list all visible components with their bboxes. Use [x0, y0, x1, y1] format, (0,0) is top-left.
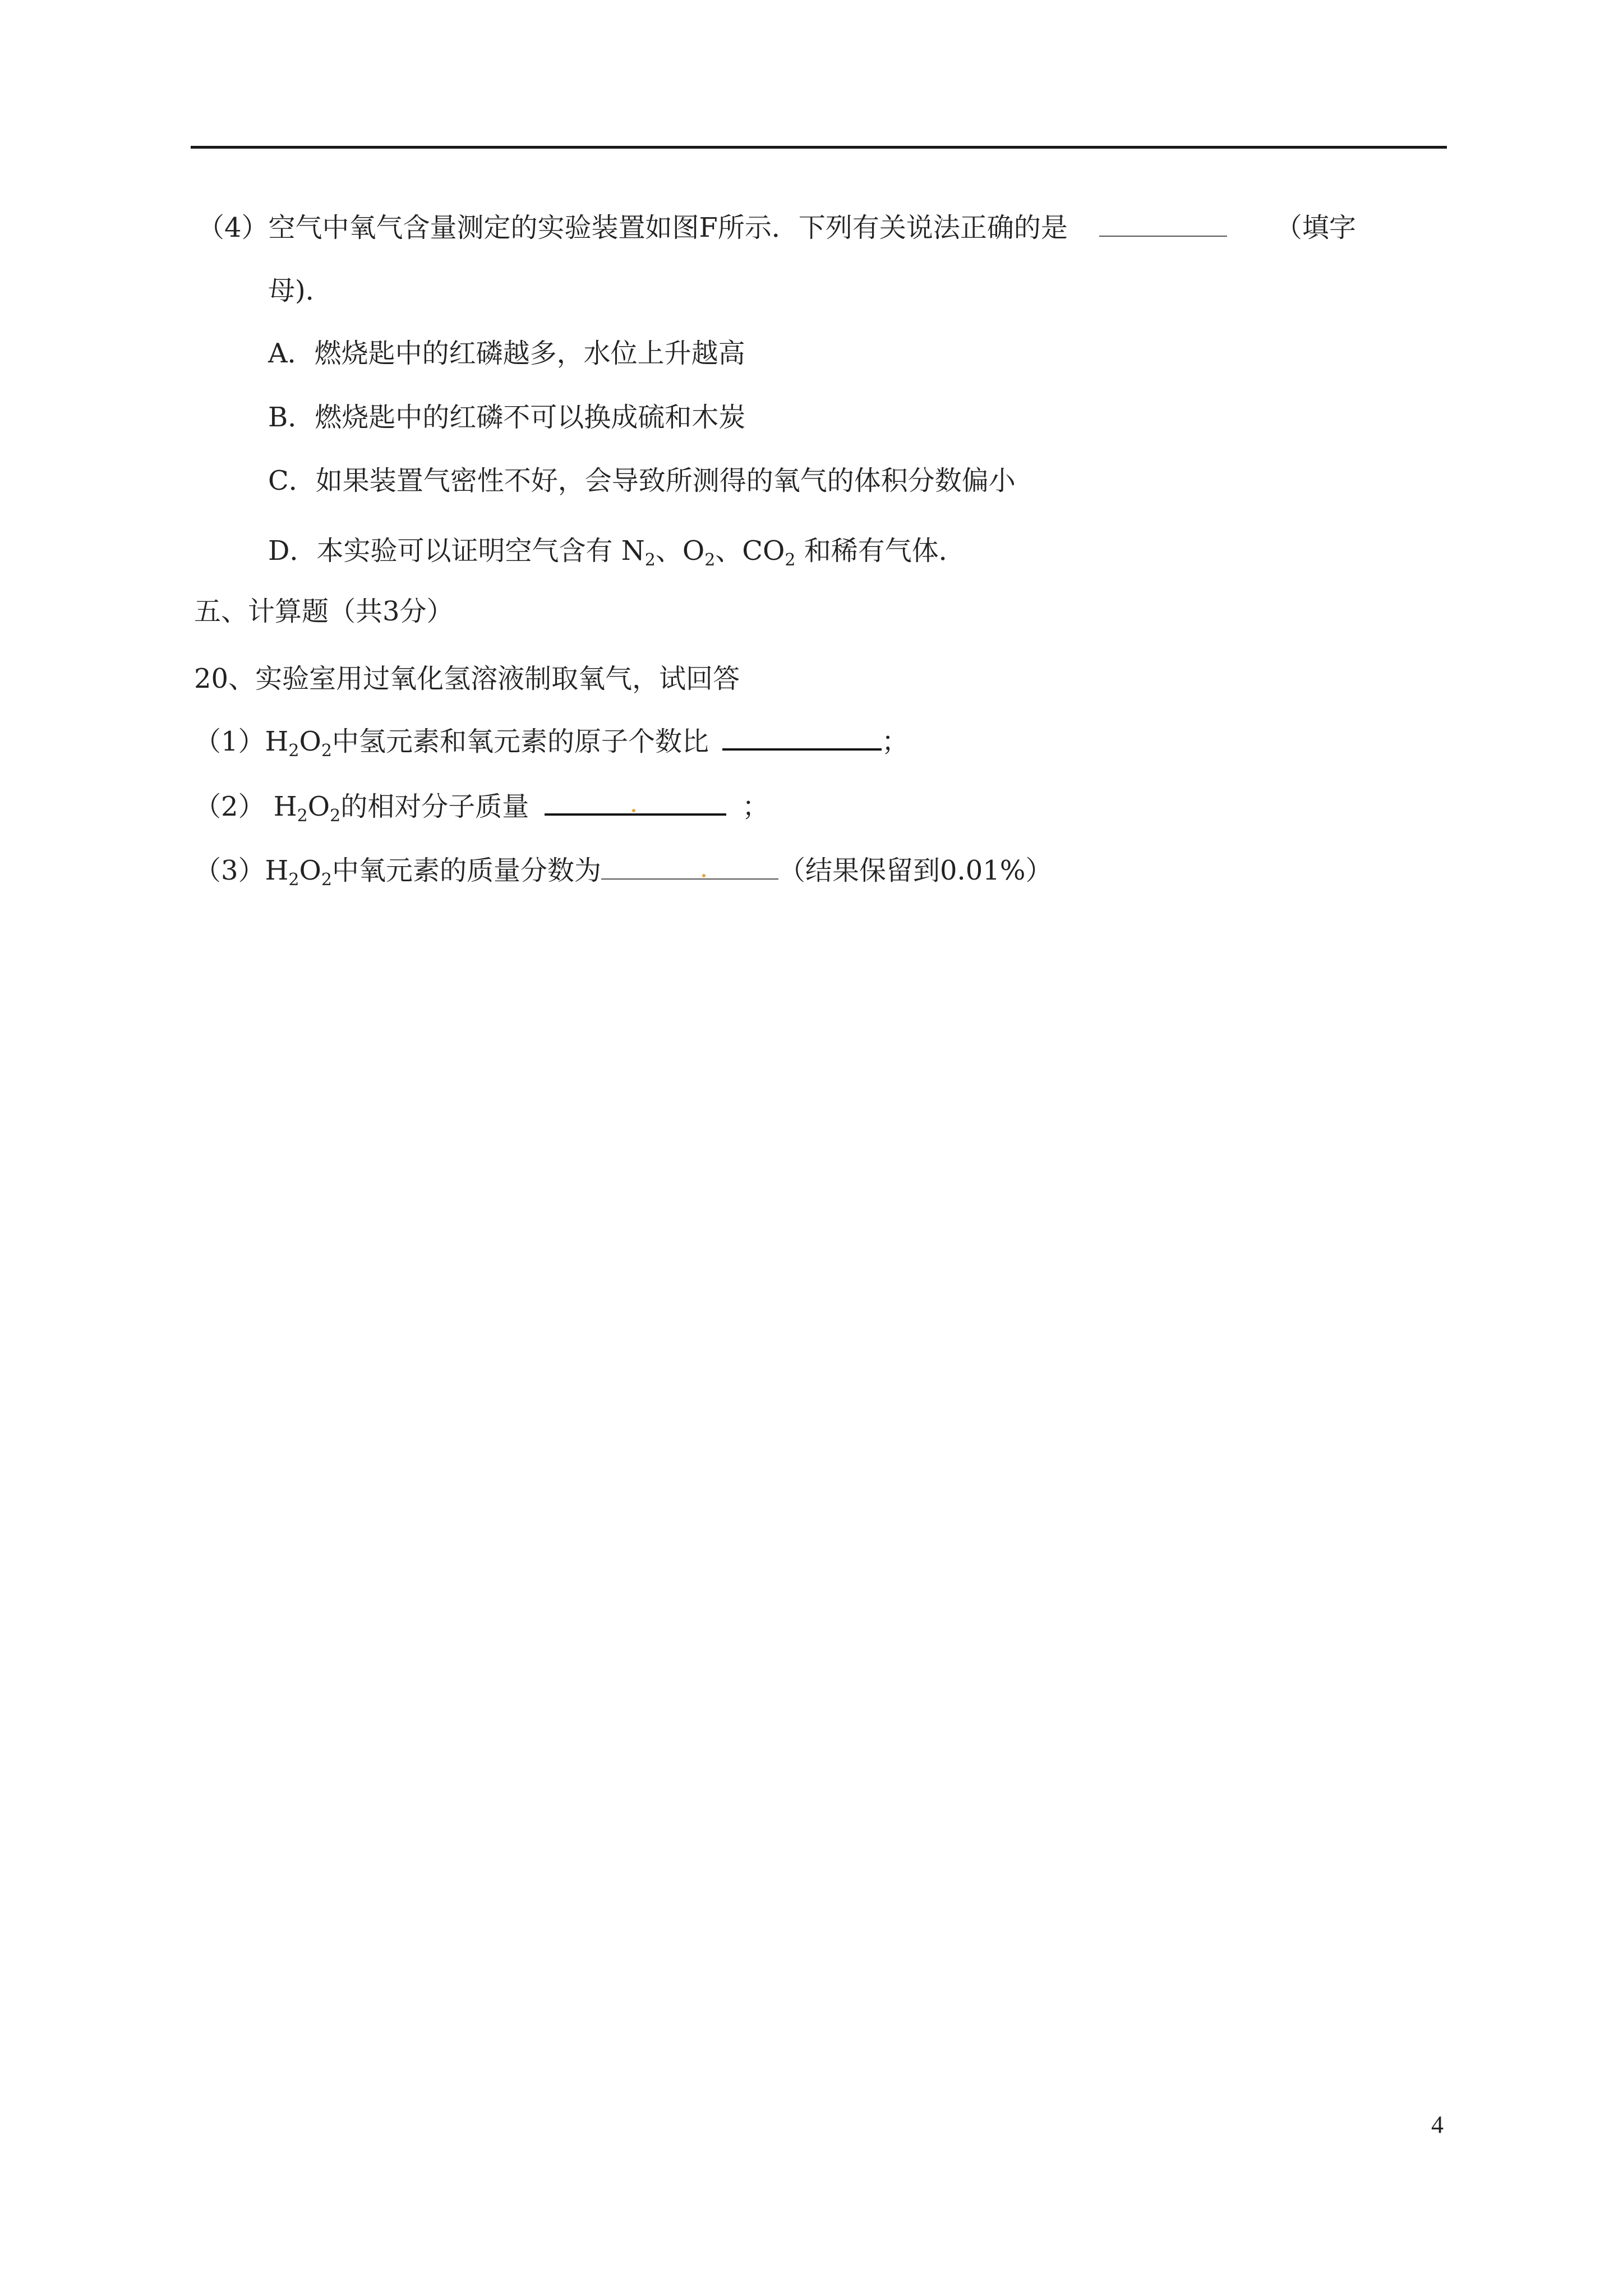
section-5-title: 五、计算题（共3分） — [194, 596, 454, 627]
question-20-part-1: $(1)H_2O_2$中氢元素和氧元素的原子个数比 ； — [194, 726, 909, 761]
question-4-suffix: （填字 — [1275, 212, 1356, 243]
mark-dot — [632, 809, 635, 812]
option-a: A．燃烧匙中的红磷越多，水位上升越高 — [268, 338, 745, 369]
option-b: B．燃烧匙中的红磷不可以换成硫和木炭 — [268, 402, 746, 433]
question-4-text: （4）空气中氧气含量测定的实验装置如图F所示．下列有关说法正确的是 — [197, 212, 1068, 243]
answer-blank-q20-3[interactable] — [601, 876, 778, 880]
question-4-stem — [197, 211, 1356, 245]
mark-dot — [702, 874, 706, 877]
question-20-part-2: （2） $H_2O_2$的相对分子质量 ； — [194, 791, 769, 826]
question-20-part-3: $(3)H_2O_2$中氧元素的质量分数为 （结果保留到0.01%） — [194, 855, 1053, 890]
page-number: 4 — [1431, 2111, 1444, 2138]
option-c: C．如果装置气密性不好，会导致所测得的氧气的体积分数偏小 — [268, 465, 1016, 496]
question-4-continuation: 母)． — [268, 275, 333, 306]
question-20-stem: 20、实验室用过氧化氢溶液制取氧气，试回答 — [194, 663, 740, 694]
answer-blank-q4[interactable] — [1099, 233, 1227, 237]
answer-blank-q20-1[interactable] — [722, 746, 882, 751]
answer-blank-q20-2[interactable] — [545, 811, 726, 816]
header-rule — [191, 146, 1447, 149]
option-d: D．本实验可以证明空气含有 $N_2$、$O_2$、$CO_2$ 和稀有气体． — [268, 535, 966, 570]
